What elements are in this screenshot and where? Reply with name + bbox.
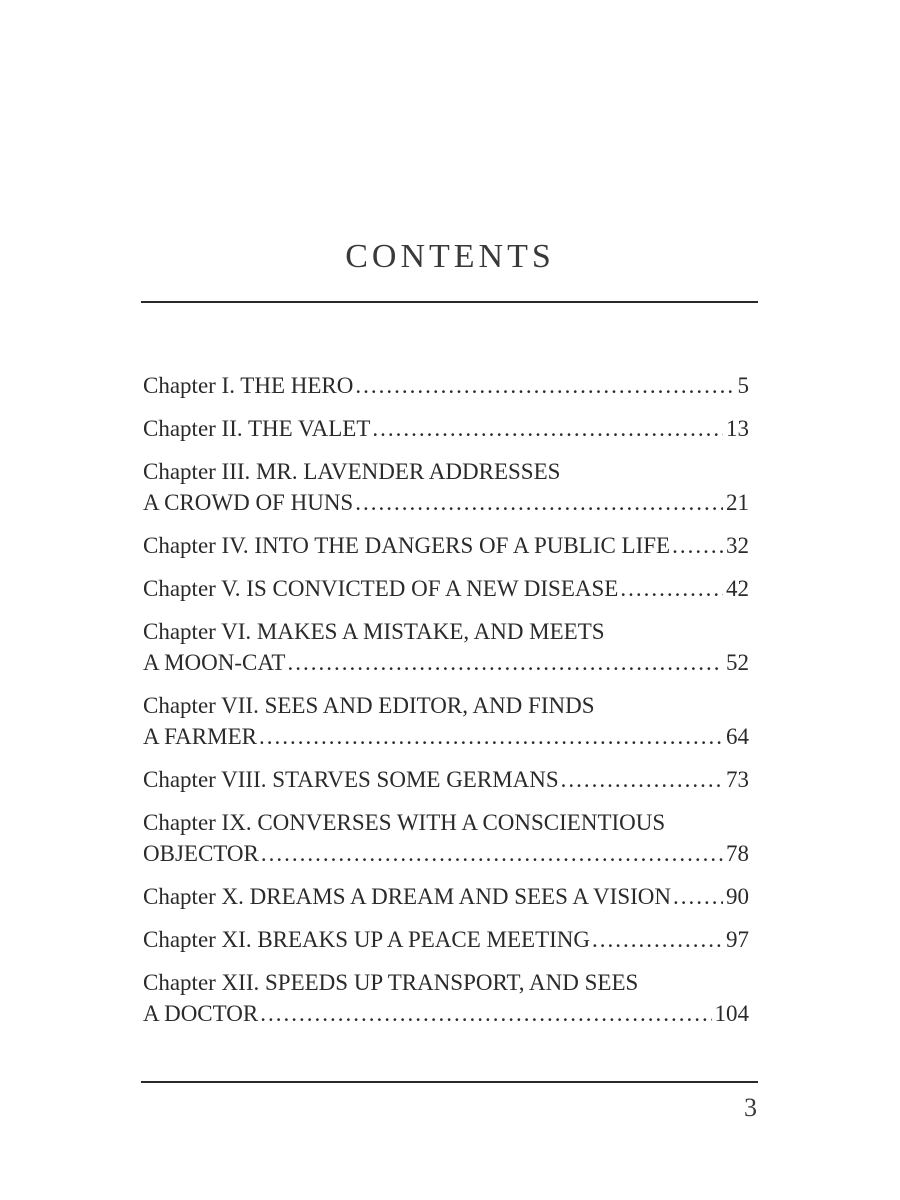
toc-entry — [143, 807, 749, 869]
toc-entry-line — [143, 370, 749, 401]
toc-entry — [143, 690, 749, 752]
toc-entry-line — [143, 413, 749, 444]
toc-entry-title: Chapter II. THE VALET — [143, 416, 371, 441]
toc-entry-page: 97 — [726, 927, 749, 952]
toc-entry-title-line2: OBJECTOR — [143, 841, 259, 866]
toc-entry-title: Chapter IV. INTO THE DANGERS OF A PUBLIC LIFE — [143, 533, 671, 558]
toc-entry-title: Chapter VIII. STARVES SOME GERMANS — [143, 767, 559, 792]
dot-leader — [259, 721, 723, 752]
toc-entry — [143, 530, 749, 561]
toc-entry-page: 78 — [726, 841, 749, 866]
toc-entry-title-line2: A CROWD OF HUNS — [143, 490, 354, 515]
toc-entry-line — [143, 998, 749, 1029]
dot-leader — [355, 487, 723, 518]
toc-entry-title-line2: A DOCTOR — [143, 1001, 259, 1026]
toc-entry-line — [143, 881, 749, 912]
toc-entry-page: 90 — [726, 884, 749, 909]
dot-leader — [592, 924, 723, 955]
toc-entry — [143, 456, 749, 518]
toc-entry-line — [143, 573, 749, 604]
toc-entry-line — [143, 487, 749, 518]
toc-entry — [143, 616, 749, 678]
toc-entry — [143, 573, 749, 604]
dot-leader — [355, 370, 734, 401]
toc-entry-page: 5 — [737, 373, 749, 398]
toc-entry-title: Chapter V. IS CONVICTED OF A NEW DISEASE — [143, 576, 619, 601]
toc-entry-title: Chapter I. THE HERO — [143, 373, 354, 398]
toc-entry-page: 104 — [714, 1001, 749, 1026]
toc-entry-page: 42 — [726, 576, 749, 601]
dot-leader — [261, 838, 723, 869]
toc-entry-title: Chapter XI. BREAKS UP A PEACE MEETING — [143, 927, 591, 952]
top-divider — [141, 301, 758, 303]
toc-entry — [143, 924, 749, 955]
toc-entry-title-line1: Chapter IX. CONVERSES WITH A CONSCIENTIOUS — [143, 810, 666, 835]
dot-leader — [620, 573, 723, 604]
page-title: CONTENTS — [345, 238, 555, 275]
dot-leader — [561, 764, 723, 795]
toc-entry-line — [143, 924, 749, 955]
toc-entry-page: 21 — [726, 490, 749, 515]
toc-entry-title-line1: Chapter VI. MAKES A MISTAKE, AND MEETS — [143, 619, 605, 644]
toc-entry-title: Chapter X. DREAMS A DREAM AND SEES A VISION — [143, 884, 671, 909]
toc-entry-line — [143, 764, 749, 795]
dot-leader — [673, 881, 723, 912]
toc-entry-line — [143, 721, 749, 752]
toc-entry-title-line2: A MOON-CAT — [143, 650, 286, 675]
toc-entry-title-line2: A FARMER — [143, 724, 257, 749]
toc-entry-page: 13 — [726, 416, 749, 441]
dot-leader — [260, 998, 711, 1029]
toc-entry-page: 73 — [726, 767, 749, 792]
toc-entry-line — [143, 838, 749, 869]
toc-entry-title-line1: Chapter VII. SEES AND EDITOR, AND FINDS — [143, 693, 595, 718]
dot-leader — [287, 647, 723, 678]
toc-entry — [143, 370, 749, 401]
toc-entry-page: 32 — [726, 533, 749, 558]
table-of-contents — [143, 370, 749, 1041]
toc-entry — [143, 764, 749, 795]
toc-entry-line — [143, 530, 749, 561]
bottom-divider — [141, 1081, 758, 1083]
toc-entry-title-line1: Chapter XII. SPEEDS UP TRANSPORT, AND SEES — [143, 970, 639, 995]
toc-entry-page: 52 — [726, 650, 749, 675]
toc-entry-page: 64 — [726, 724, 749, 749]
dot-leader — [372, 413, 723, 444]
toc-entry — [143, 881, 749, 912]
toc-entry-line — [143, 647, 749, 678]
page-number: 3 — [744, 1093, 757, 1122]
toc-entry — [143, 413, 749, 444]
toc-entry-title-line1: Chapter III. MR. LAVENDER ADDRESSES — [143, 459, 561, 484]
dot-leader — [672, 530, 723, 561]
toc-entry — [143, 967, 749, 1029]
